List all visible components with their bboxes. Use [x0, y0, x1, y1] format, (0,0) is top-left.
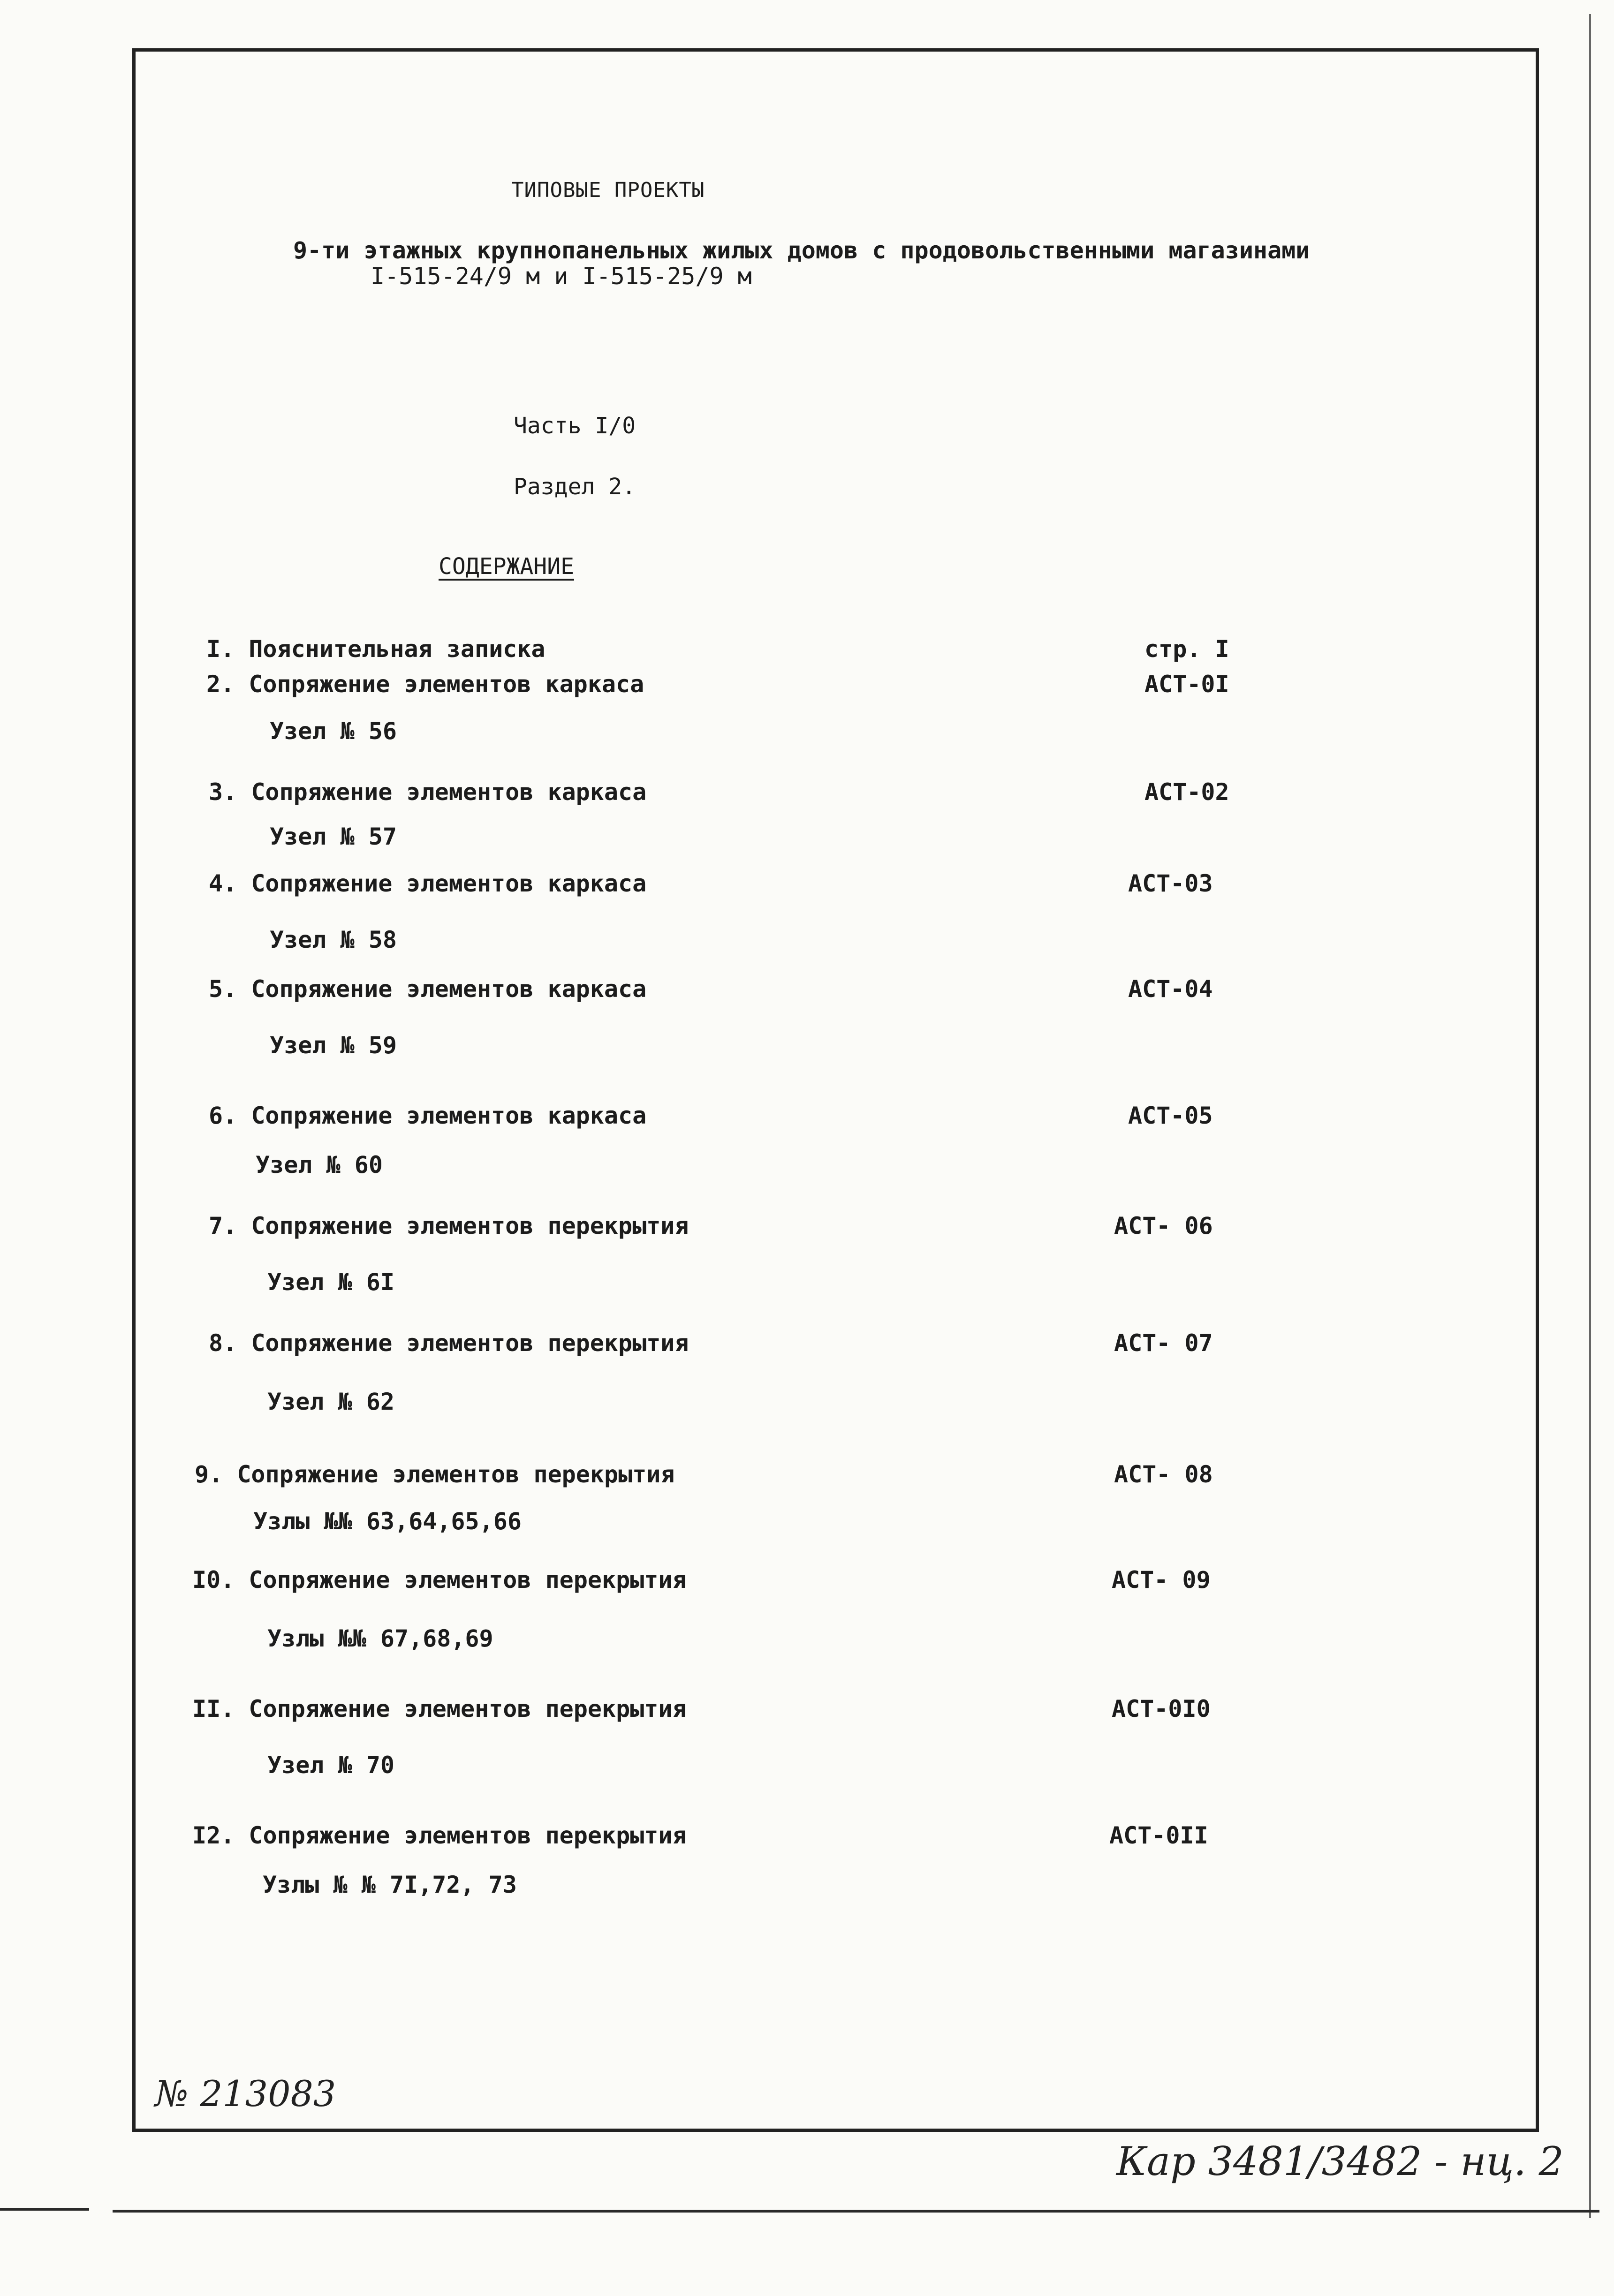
doc-part: Часть I/0 — [514, 413, 636, 439]
toc-item-node: Узел № 60 — [256, 1151, 383, 1178]
page-border — [132, 48, 1539, 2132]
toc-item-node: Узел № 57 — [270, 823, 397, 850]
toc-item-page: АСТ-04 — [1128, 975, 1213, 1003]
toc-item-title: 5. Сопряжение элементов каркаса — [209, 975, 647, 1003]
toc-item-page: АСТ-0I — [1144, 671, 1229, 698]
toc-item-title: I0. Сопряжение элементов перекрытия — [192, 1566, 687, 1594]
toc-item-node: Узел № 62 — [267, 1388, 394, 1415]
doc-codes: I-515-24/9 м и I-515-25/9 м — [371, 263, 752, 290]
toc-item-title: I. Пояснительная записка — [206, 635, 546, 663]
toc-item-page: АСТ-03 — [1128, 870, 1213, 897]
scan-edge-line — [1589, 14, 1591, 2218]
toc-item-node: Узел № 6I — [267, 1269, 394, 1296]
toc-item-node: Узел № 58 — [270, 926, 397, 953]
toc-item-title: 2. Сопряжение элементов каркаса — [206, 671, 644, 698]
toc-item-title: I2. Сопряжение элементов перекрытия — [192, 1822, 687, 1849]
toc-item-title: 3. Сопряжение элементов каркаса — [209, 778, 647, 806]
scan-bottom-line — [0, 2208, 89, 2211]
toc-item-title: 7. Сопряжение элементов перекрытия — [209, 1212, 689, 1239]
archive-note: Кар 3481/3482 - нц. 2 — [1116, 2138, 1564, 2184]
toc-heading: СОДЕРЖАНИЕ — [439, 553, 574, 580]
toc-item-page: АСТ-0II — [1109, 1822, 1208, 1849]
toc-item-node: Узел № 70 — [267, 1752, 394, 1779]
toc-item-page: АСТ-05 — [1128, 1102, 1213, 1129]
toc-item-node: Узлы № № 7I,72, 73 — [263, 1871, 517, 1898]
doc-subtitle: 9-ти этажных крупнопанельных жилых домов с продовольственными магазинами — [293, 237, 1310, 264]
toc-item-page: АСТ- 07 — [1114, 1329, 1213, 1357]
toc-item-page: АСТ- 09 — [1112, 1566, 1211, 1594]
toc-item-node: Узлы №№ 67,68,69 — [267, 1625, 493, 1652]
toc-item-page: АСТ- 06 — [1114, 1212, 1213, 1239]
doc-section: Раздел 2. — [514, 474, 636, 500]
toc-item-node: Узел № 56 — [270, 718, 397, 745]
toc-item-page: АСТ-02 — [1144, 778, 1229, 806]
toc-item-title: 6. Сопряжение элементов каркаса — [209, 1102, 647, 1129]
inventory-number: № 213083 — [155, 2073, 336, 2115]
toc-item-page: стр. I — [1144, 635, 1229, 663]
toc-item-node: Узел № 59 — [270, 1032, 397, 1059]
toc-item-title: II. Сопряжение элементов перекрытия — [192, 1695, 687, 1722]
doc-title: ТИПОВЫЕ ПРОЕКТЫ — [511, 178, 705, 202]
toc-item-title: 8. Сопряжение элементов перекрытия — [209, 1329, 689, 1357]
toc-item-page: АСТ- 08 — [1114, 1461, 1213, 1488]
toc-item-page: АСТ-0I0 — [1112, 1695, 1211, 1722]
scan-bottom-line — [113, 2210, 1599, 2213]
toc-item-title: 4. Сопряжение элементов каркаса — [209, 870, 647, 897]
toc-item-title: 9. Сопряжение элементов перекрытия — [195, 1461, 675, 1488]
toc-item-node: Узлы №№ 63,64,65,66 — [253, 1508, 522, 1535]
